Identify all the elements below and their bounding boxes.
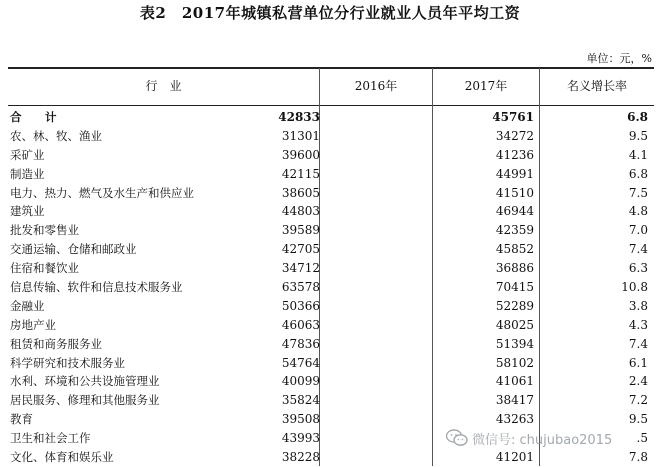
value-2017-cell: 41201 xyxy=(495,450,534,465)
value-2017-cell: 41061 xyxy=(495,374,534,389)
value-2017-cell: 70415 xyxy=(495,280,534,295)
industry-cell: 教育 xyxy=(10,412,33,427)
value-2017-cell: 51394 xyxy=(495,336,534,351)
growth-cell: 6.8 xyxy=(628,166,648,181)
industry-cell: 批发和零售业 xyxy=(10,223,79,238)
value-2016-cell: 39600 xyxy=(281,147,320,162)
growth-cell: 4.3 xyxy=(628,317,648,332)
value-2017-cell: 46944 xyxy=(495,204,534,219)
header-2017: 2017年 xyxy=(464,79,508,93)
value-2016-cell: 42115 xyxy=(281,166,320,181)
industry-cell: 信息传输、软件和信息技术服务业 xyxy=(10,280,183,295)
table-row xyxy=(8,202,654,221)
growth-cell: 7.0 xyxy=(628,223,648,238)
header-industry: 行 业 xyxy=(145,79,182,93)
industry-cell: 采矿业 xyxy=(10,147,45,162)
growth-cell: 7.5 xyxy=(628,185,648,200)
value-2016-cell: 38228 xyxy=(281,450,320,465)
value-2017-cell: 41510 xyxy=(495,185,534,200)
table-row xyxy=(8,259,654,278)
value-2017-cell: 38417 xyxy=(495,393,534,408)
growth-cell: 6.8 xyxy=(627,110,648,124)
table-row xyxy=(8,146,654,165)
growth-cell: 7.8 xyxy=(628,450,648,465)
table-row xyxy=(8,372,654,391)
value-2017-cell: 52289 xyxy=(495,298,534,313)
industry-cell: 居民服务、修理和其他服务业 xyxy=(10,393,160,408)
value-2016-cell: 43993 xyxy=(281,431,320,446)
growth-cell: 7.4 xyxy=(628,242,648,257)
growth-cell: 4.1 xyxy=(628,147,648,162)
table-row xyxy=(8,221,654,240)
value-2016-cell: 31301 xyxy=(281,128,320,143)
value-2016-cell: 39589 xyxy=(281,223,320,238)
growth-cell: 7.4 xyxy=(628,336,648,351)
value-2016-cell: 44803 xyxy=(281,204,320,219)
growth-cell: 6.3 xyxy=(628,261,648,276)
value-2016-cell: 42833 xyxy=(278,110,320,124)
table-row xyxy=(8,391,654,410)
industry-cell: 卫生和社会工作 xyxy=(10,431,91,446)
industry-cell: 农、林、牧、渔业 xyxy=(10,128,102,143)
growth-cell: 7.2 xyxy=(628,393,648,408)
value-2016-cell: 39508 xyxy=(281,412,320,427)
table-row xyxy=(8,316,654,335)
industry-cell: 文化、体育和娱乐业 xyxy=(10,450,114,465)
header-bottom-rule xyxy=(8,105,654,106)
table-row xyxy=(8,127,654,146)
watermark-text: 微信号: chujubao2015 xyxy=(472,432,613,448)
table-row xyxy=(8,184,654,203)
growth-cell: 3.8 xyxy=(628,298,648,313)
value-2016-cell: 40099 xyxy=(281,374,320,389)
wechat-icon xyxy=(446,429,468,447)
value-2016-cell: 42705 xyxy=(281,242,320,257)
industry-cell: 制造业 xyxy=(10,166,45,181)
value-2017-cell: 45852 xyxy=(495,242,534,257)
industry-cell: 房地产业 xyxy=(10,317,56,332)
header-2016: 2016年 xyxy=(354,79,398,93)
growth-cell: 4.8 xyxy=(628,204,648,219)
wechat-watermark xyxy=(446,426,612,450)
value-2017-cell: 42359 xyxy=(495,223,534,238)
value-2017-cell: 44991 xyxy=(495,166,534,181)
table-row xyxy=(8,108,654,127)
value-2017-cell: 36886 xyxy=(495,261,534,276)
value-2016-cell: 47836 xyxy=(281,336,320,351)
table-body xyxy=(8,108,654,467)
industry-cell: 租赁和商务服务业 xyxy=(10,336,102,351)
table-row xyxy=(8,297,654,316)
table-row xyxy=(8,165,654,184)
growth-cell: 2.4 xyxy=(628,374,648,389)
value-2016-cell: 54764 xyxy=(281,355,320,370)
industry-cell: 交通运输、仓储和邮政业 xyxy=(10,242,137,257)
value-2016-cell: 35824 xyxy=(281,393,320,408)
value-2017-cell: 48025 xyxy=(495,317,534,332)
value-2016-cell: 38605 xyxy=(281,185,320,200)
growth-cell: 9.5 xyxy=(628,128,648,143)
table-row xyxy=(8,354,654,373)
growth-cell: 10.8 xyxy=(621,280,648,295)
industry-cell: 电力、热力、燃气及水生产和供应业 xyxy=(10,185,194,200)
value-2017-cell: 41236 xyxy=(495,147,534,162)
value-2017-cell: 58102 xyxy=(495,355,534,370)
industry-cell: 合 计 xyxy=(10,110,63,124)
unit-label: 单位：元，% xyxy=(586,52,652,65)
value-2016-cell: 63578 xyxy=(281,280,320,295)
growth-cell: 9.5 xyxy=(628,412,648,427)
industry-cell: 水利、环境和公共设施管理业 xyxy=(10,374,160,389)
value-2017-cell: 43263 xyxy=(495,412,534,427)
table-row xyxy=(8,335,654,354)
table-title: 表2 2017年城镇私营单位分行业就业人员年平均工资 xyxy=(139,4,521,22)
table-row xyxy=(8,240,654,259)
growth-cell: .5 xyxy=(636,431,648,446)
industry-cell: 建筑业 xyxy=(10,204,45,219)
value-2017-cell: 34272 xyxy=(495,128,534,143)
value-2016-cell: 46063 xyxy=(281,317,320,332)
table-row xyxy=(8,278,654,297)
industry-cell: 金融业 xyxy=(10,298,45,313)
value-2017-cell: 45761 xyxy=(492,110,534,124)
header-growth: 名义增长率 xyxy=(566,79,627,93)
value-2016-cell: 50366 xyxy=(281,298,320,313)
growth-cell: 6.1 xyxy=(628,355,648,370)
industry-cell: 住宿和餐饮业 xyxy=(10,261,79,276)
industry-cell: 科学研究和技术服务业 xyxy=(10,355,125,370)
value-2016-cell: 34712 xyxy=(281,261,320,276)
table-row xyxy=(8,448,654,467)
